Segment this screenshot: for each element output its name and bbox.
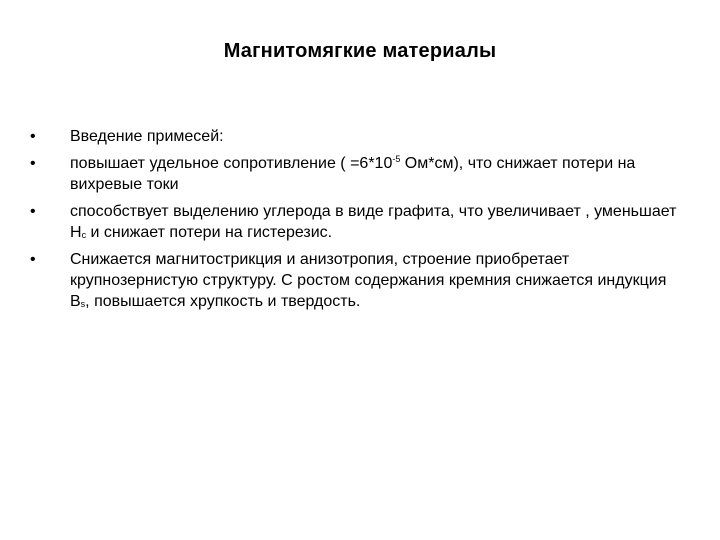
bullet-text: способствует выделению углерода в виде графита, что увеличивает , уменьшает H — [70, 203, 677, 241]
bullet-text-continued: , повышается хрупкость и твердость. — [85, 293, 361, 310]
bullet-marker: • — [30, 251, 36, 268]
bullet-text-continued: и снижает потери на гистерезис. — [86, 224, 333, 241]
exponent: -5 — [392, 154, 401, 164]
bullet-text: Введение примесей: — [70, 128, 224, 145]
bullet-marker: • — [30, 128, 36, 145]
bullet-text-continued: Ом*см), что снижает потери на вихревые токи — [70, 155, 636, 193]
bullet-text: Снижается магнитострикция и анизотропия, строение приобретает крупнозернистую структуру. С ростом содержания кремния снижается индукция B — [70, 251, 667, 310]
bullet-item-graphite — [30, 201, 680, 243]
bullet-marker: • — [30, 203, 36, 220]
bullet-item-resistivity — [30, 153, 680, 195]
bullet-item-magnetostriction — [30, 249, 680, 312]
bullet-marker: • — [30, 155, 36, 172]
slide-title: Магнитомягкие материалы — [223, 40, 497, 62]
subscript: s — [80, 299, 86, 309]
subscript: c — [81, 230, 87, 240]
bullet-item-intro — [30, 126, 680, 147]
bullet-list — [30, 126, 680, 318]
bullet-text: повышает удельное сопротивление ( =6*10 — [70, 155, 393, 172]
